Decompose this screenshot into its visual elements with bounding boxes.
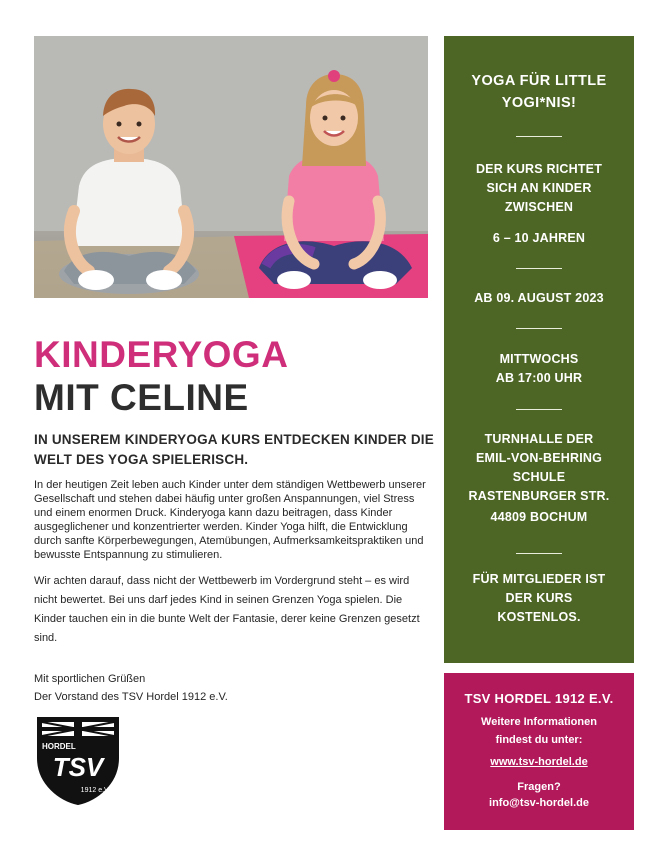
greeting: Mit sportlichen Grüßen <box>34 673 146 685</box>
course-info-panel <box>444 36 634 663</box>
start-date: AB 09. AUGUST 2023 <box>474 291 604 305</box>
title-mit-celine: MIT CELINE <box>34 377 249 418</box>
location-street: RASTENBURGER STR. <box>468 489 610 503</box>
divider <box>516 328 562 329</box>
body-text <box>34 478 432 658</box>
logo-year: 1912 e.V. <box>80 787 110 794</box>
course-day: MITTWOCHS <box>499 352 579 366</box>
paragraph-1: In der heutigen Zeit leben auch Kinder unter dem ständigen Wettbewerb unserer Gesellschaft und stehen dabei häufig unter großen Anspannungen, viel Stress und einem enormen Druck. Kinderyoga kann dazu beitragen, dass Kinder ausgeglichener und konzentrierter werden. Kinder Yoga hilft, die Entwicklung durch sanfte Körperbewegungen, Atemübungen, Aufmerksamkeitspraktiken und bewusste Entspannung zu stimulieren. <box>34 479 426 561</box>
info-text: Weitere Informationen findest du unter: <box>481 716 597 746</box>
divider <box>516 553 562 554</box>
email-link[interactable]: info@tsv-hordel.de <box>489 797 589 809</box>
location-venue: TURNHALLE DER EMIL-VON-BEHRING SCHULE <box>475 432 603 484</box>
divider <box>516 268 562 269</box>
contact-panel <box>444 673 634 830</box>
question-label: Fragen? <box>517 781 561 793</box>
logo-letters: TSV <box>52 752 104 782</box>
location-city: 44809 BOCHUM <box>490 510 588 524</box>
title-kinderyoga: KINDERYOGA <box>34 334 289 375</box>
members-note: FÜR MITGLIEDER IST DER KURS KOSTENLOS. <box>472 572 606 624</box>
panel-title: YOGA FÜR LITTLE YOGI*NIS! <box>471 73 607 111</box>
age-range: 6 – 10 JAHREN <box>492 231 586 245</box>
hero-photo <box>34 36 428 298</box>
course-time: AB 17:00 UHR <box>495 371 583 385</box>
website-link[interactable]: www.tsv-hordel.de <box>490 756 588 768</box>
logo-top-text: HORDEL <box>42 742 76 751</box>
audience-text: DER KURS RICHTET SICH AN KINDER ZWISCHEN <box>475 162 603 214</box>
signature: Der Vorstand des TSV Hordel 1912 e.V. <box>34 691 228 703</box>
divider <box>516 136 562 137</box>
subtitle: IN UNSEREM KINDERYOGA KURS ENTDECKEN KINDER DIE WELT DES YOGA SPIELERISCH. <box>34 432 434 467</box>
closing <box>34 670 432 706</box>
club-name: TSV HORDEL 1912 E.V. <box>464 691 614 706</box>
paragraph-2: Wir achten darauf, dass nicht der Wettbewerb im Vordergrund steht – es wird nicht bewertet. Bei uns darf jedes Kind in seinen Grenzen Yoga spielen. Die Kinder tauchen ein in die bunte Welt der Fantasie, derer keine Grenzen gesetzt sind. <box>34 575 420 644</box>
divider <box>516 409 562 410</box>
website-link-wrap <box>444 753 634 771</box>
kids-yoga-illustration <box>34 36 428 298</box>
tsv-hordel-logo <box>34 714 122 806</box>
